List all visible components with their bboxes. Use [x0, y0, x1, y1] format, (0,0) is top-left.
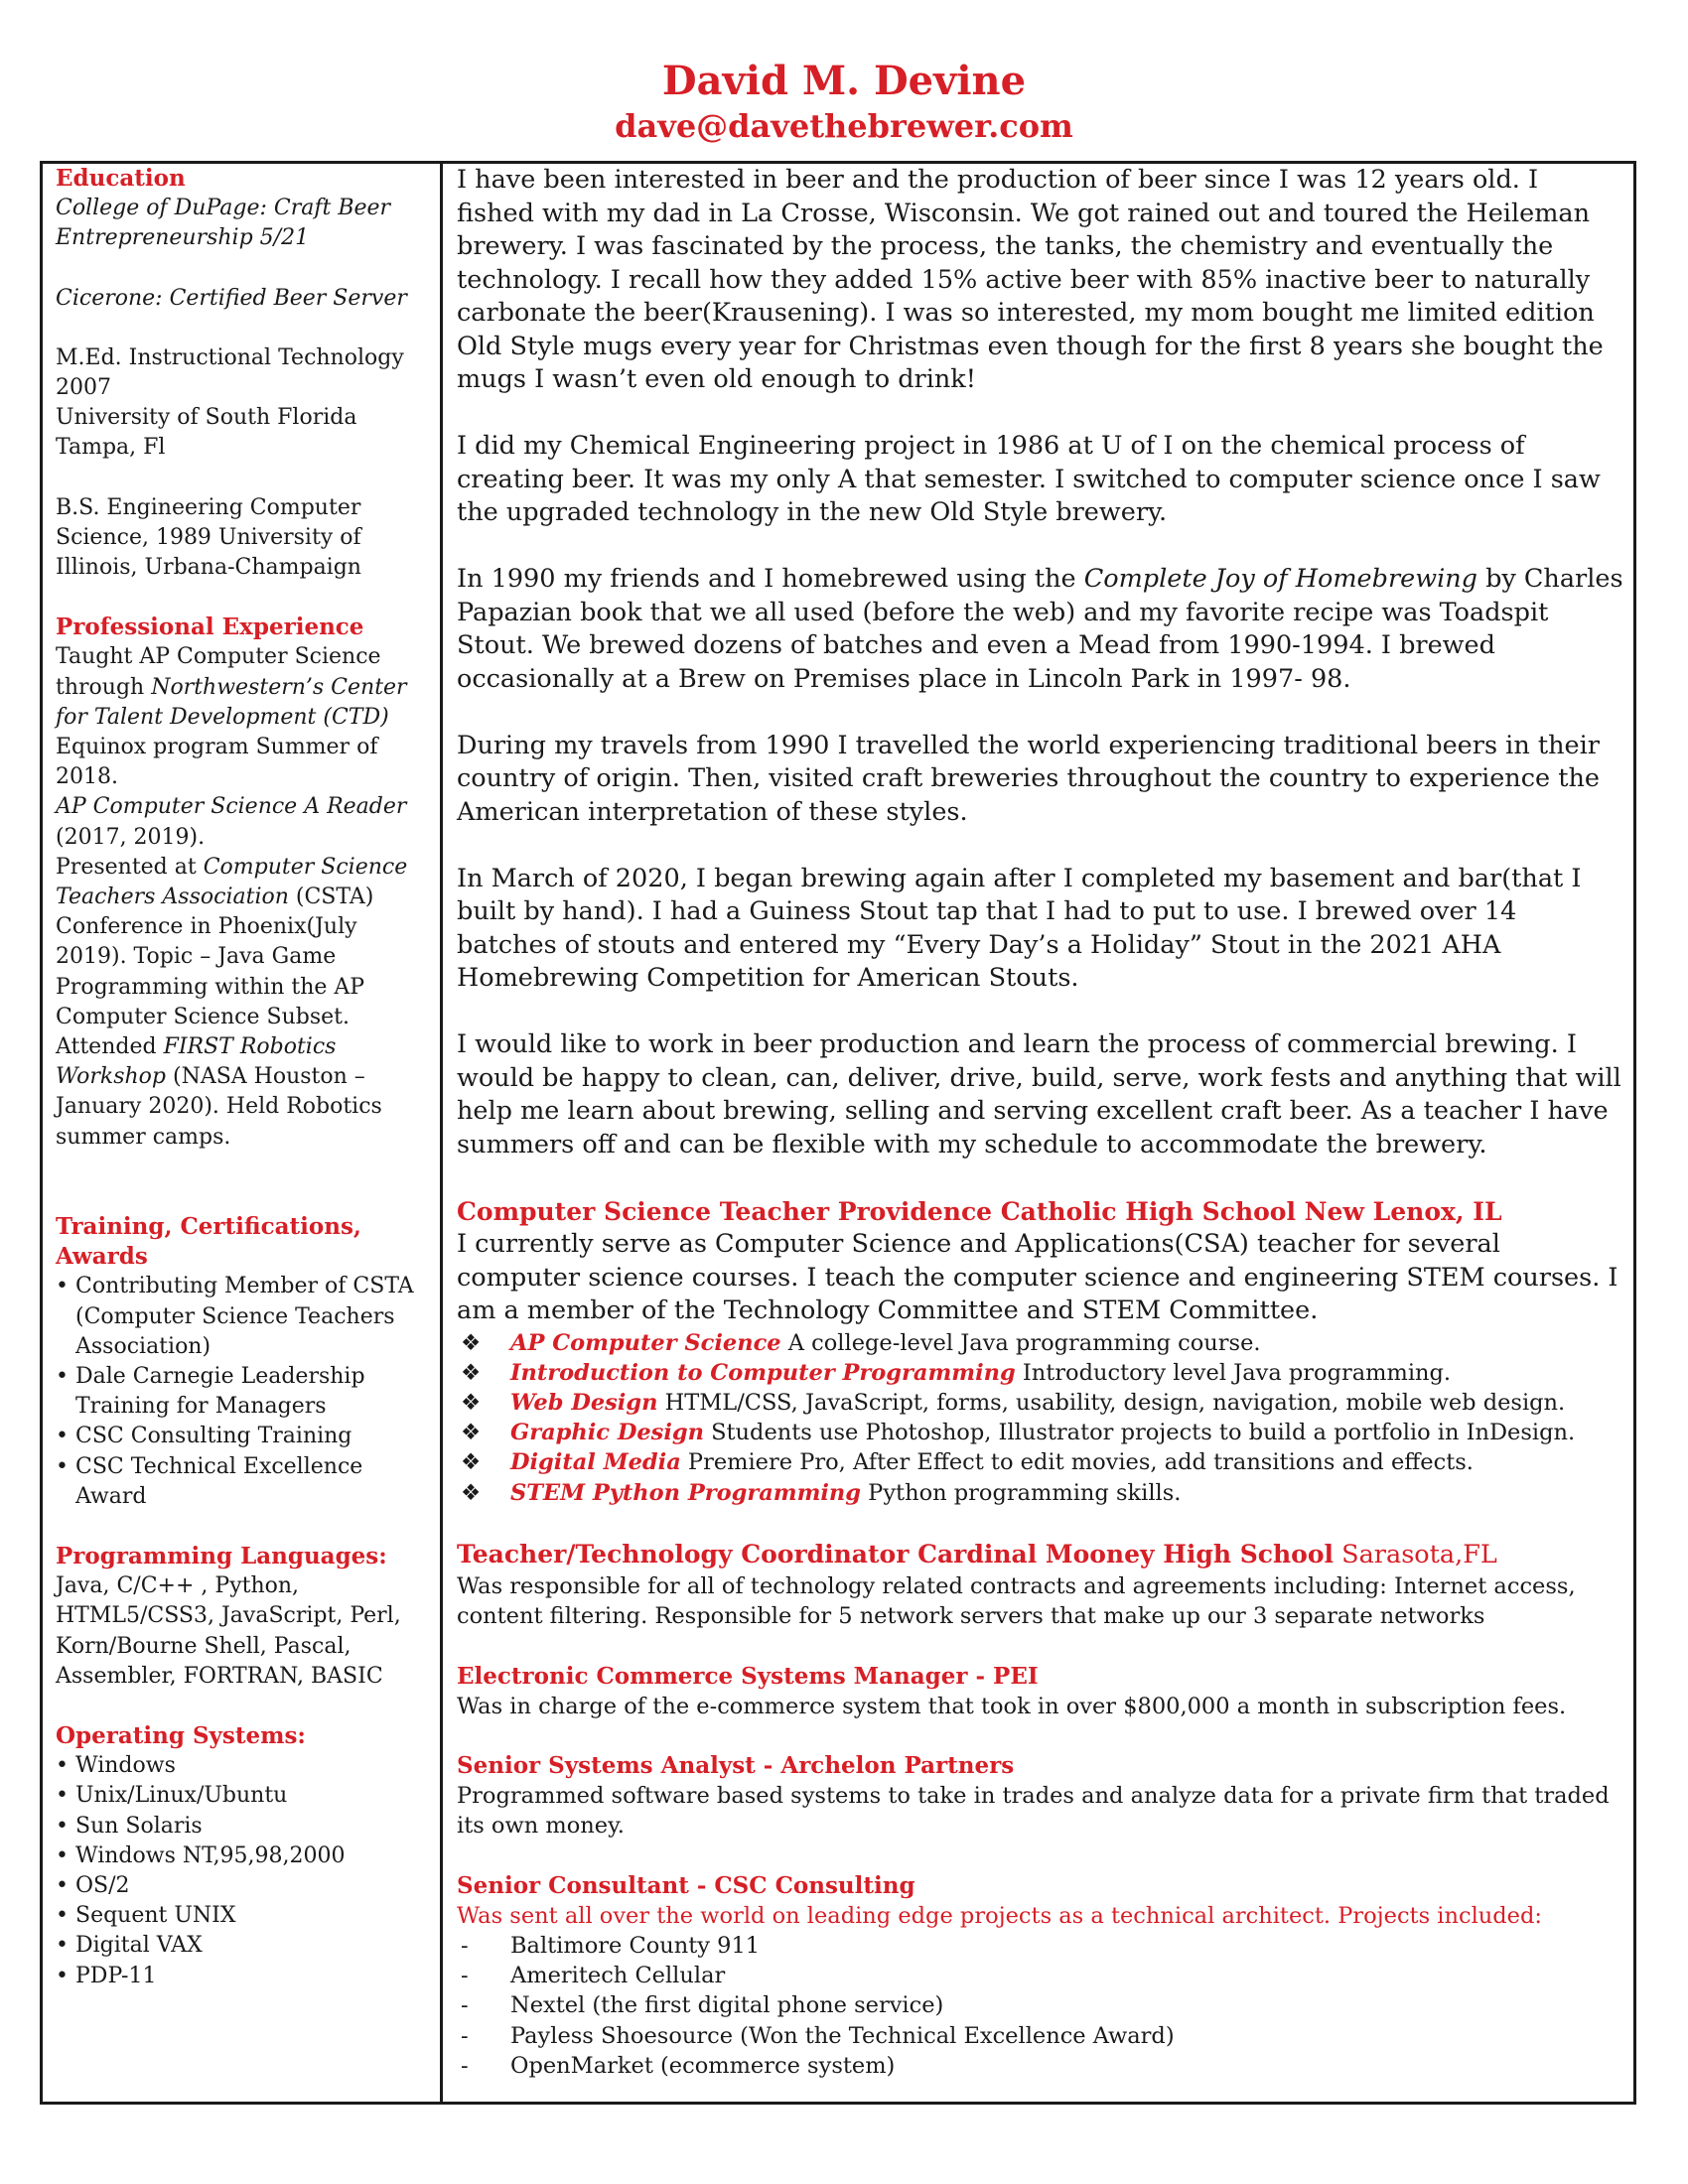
exp-line-5: 2018.	[56, 764, 118, 790]
exp-line-12: Programming within the AP	[56, 974, 365, 1000]
job4-title: Senior Systems Analyst - Archelon Partners	[457, 1752, 1015, 1780]
project-name: Baltimore County 911	[510, 1933, 761, 1960]
exp-line-1: Taught AP Computer Science	[56, 644, 381, 670]
homebrew-text-c: by Charles Papazian book that we all used (before the web) and my favorite recipe was Toadspit Stout. We brewed dozens of batches and even a Mead from 1990-1994. I brewed occasionally at a Brew on Premises place in Lincoln Park in 1997- 98.	[457, 564, 1623, 694]
course-desc: HTML/CSS, JavaScript, forms, usability, design, navigation, mobile web design.	[657, 1389, 1566, 1416]
course-item	[457, 1328, 1623, 1358]
diamond-bullet-icon: ❖	[461, 1329, 482, 1356]
lang-line-2: HTML5/CSS3, JavaScript, Perl,	[56, 1603, 401, 1629]
job1-description: I currently serve as Computer Science and Applications(CSA) teacher for several computer science courses. I teach the computer science and engineering STEM courses. I am a member of the Technology Committee and STEM Committee.	[457, 1229, 1618, 1325]
exp-line-8b: Computer Science	[203, 854, 408, 880]
exp-line-9a: Teachers Association	[56, 885, 289, 910]
project-item	[457, 1990, 1623, 2020]
exp-line-9	[56, 883, 428, 912]
exp-line-9b: (CSTA)	[288, 885, 374, 910]
job1-title: Computer Science Teacher Providence Catholic High School New Lenox, IL	[457, 1196, 1502, 1226]
training-item: • CSC Consulting Training	[56, 1422, 428, 1451]
exp-line-8a: Presented at	[56, 854, 204, 880]
exp-line-8	[56, 853, 428, 883]
project-name: Nextel (the first digital phone service)	[510, 1992, 944, 2019]
exp-line-2	[56, 673, 428, 703]
os-item: • Unix/Linux/Ubuntu	[56, 1781, 428, 1811]
exp-line-15b: (NASA Houston –	[166, 1064, 365, 1090]
homebrew-paragraph	[457, 563, 1623, 696]
edu-med-line-2: 2007	[56, 375, 111, 401]
training-heading-1: Training, Certifications,	[56, 1212, 361, 1240]
exp-line-14a: Attended	[56, 1034, 164, 1060]
exp-line-2a: through	[56, 674, 152, 700]
edu-cicerone: Cicerone: Certified Beer Server	[56, 285, 407, 311]
training-heading-2: Awards	[56, 1243, 148, 1271]
diamond-bullet-icon: ❖	[461, 1479, 482, 1506]
edu-med-line-1: M.Ed. Instructional Technology	[56, 344, 404, 370]
course-item	[457, 1388, 1623, 1418]
project-name: Ameritech Cellular	[510, 1963, 726, 1989]
job5-title: Senior Consultant - CSC Consulting	[457, 1871, 915, 1899]
exp-line-15a: Workshop	[56, 1064, 166, 1090]
course-item	[457, 1447, 1623, 1477]
project-item	[457, 1931, 1623, 1961]
job3-title: Electronic Commerce Systems Manager - PEI	[457, 1662, 1039, 1690]
homebrew-text-a: In 1990 my friends and I homebrewed using the	[457, 564, 1084, 594]
course-desc: Introductory level Java programming.	[1015, 1359, 1452, 1386]
exp-line-7: (2017, 2019).	[56, 824, 206, 850]
course-name: Web Design	[510, 1389, 658, 1416]
exp-line-6: AP Computer Science A Reader	[56, 794, 407, 820]
os-item: • Windows NT,95,98,2000	[56, 1842, 428, 1871]
edu-bs-line-1: B.S. Engineering Computer	[56, 494, 361, 520]
course-list	[457, 1328, 1623, 1508]
edu-bs-line-2: Science, 1989 University of	[56, 524, 361, 550]
course-item	[457, 1478, 1623, 1508]
training-item: • CSC Technical Excellence Award	[56, 1452, 428, 1512]
goal-paragraph: I would like to work in beer production and learn the process of commercial brewing. I would be happy to clean, can, deliver, drive, build, serve, work fests and anything that will help me learn about brewing, selling and serving excellent craft beer. As a teacher I have summers off and can be flexible with my schedule to accommodate the brewery.	[457, 1029, 1621, 1160]
job4-description: Programmed software based systems to take in trades and analyze data for a private firm that traded its own money.	[457, 1783, 1610, 1840]
os-item: • Sequent UNIX	[56, 1901, 428, 1931]
course-desc: Python programming skills.	[861, 1479, 1182, 1506]
exp-line-3: for Talent Development (CTD)	[56, 704, 389, 730]
languages-heading: Programming Languages:	[56, 1542, 387, 1570]
course-item	[457, 1358, 1623, 1388]
diamond-bullet-icon: ❖	[461, 1389, 482, 1416]
exp-line-4: Equinox program Summer of	[56, 735, 378, 760]
course-desc: Students use Photoshop, Illustrator projects to build a portfolio in InDesign.	[703, 1420, 1576, 1446]
exp-line-15	[56, 1062, 428, 1092]
edu-cod-line-1: College of DuPage: Craft Beer	[56, 196, 391, 221]
os-heading: Operating Systems:	[56, 1721, 306, 1749]
job2-title: Teacher/Technology Coordinator Cardinal Mooney High School	[457, 1539, 1335, 1569]
diamond-bullet-icon: ❖	[461, 1420, 482, 1446]
project-item	[457, 2051, 1623, 2081]
lang-line-1: Java, C/C++ , Python,	[56, 1573, 300, 1599]
course-name: Introduction to Computer Programming	[510, 1359, 1016, 1386]
applicant-email[interactable]: dave@davethebrewer.com	[615, 107, 1073, 145]
os-item: • OS/2	[56, 1871, 428, 1901]
edu-bs-line-3: Illinois, Urbana-Champaign	[56, 555, 361, 581]
edu-med-line-3: University of South Florida	[56, 405, 357, 431]
exp-line-13: Computer Science Subset.	[56, 1004, 350, 1029]
resume-header	[0, 58, 1688, 147]
project-item	[457, 1961, 1623, 1990]
exp-line-14b: FIRST Robotics	[163, 1034, 337, 1060]
job2-description: Was responsible for all of technology related contracts and agreements including: Internet access, content filtering. Responsible for 5 network servers that make up our 3 separate networks	[457, 1573, 1576, 1630]
exp-line-2b: Northwestern’s Center	[151, 674, 407, 700]
job3-description: Was in charge of the e-commerce system that took in over $800,000 a month in subscription fees.	[457, 1693, 1567, 1719]
edu-cod-line-2: Entrepreneurship 5/21	[56, 225, 310, 251]
applicant-name: David M. Devine	[661, 58, 1027, 104]
os-item: • Digital VAX	[56, 1931, 428, 1961]
lang-line-4: Assembler, FORTRAN, BASIC	[56, 1663, 383, 1689]
job2-location: Sarasota,FL	[1334, 1539, 1497, 1570]
lang-line-3: Korn/Bourne Shell, Pascal,	[56, 1633, 352, 1659]
engineering-paragraph: I did my Chemical Engineering project in 1986 at U of I on the chemical process of creating beer. It was my only A that semester. I switched to computer science once I saw the upgraded technology in the new Old Style brewery.	[457, 431, 1601, 527]
resume-frame	[40, 161, 1636, 2105]
course-name: AP Computer Science	[510, 1329, 781, 1356]
edu-med-line-4: Tampa, Fl	[56, 435, 166, 461]
os-item: • PDP-11	[56, 1962, 428, 1991]
training-item: • Dale Carnegie Leadership Training for Managers	[56, 1362, 428, 1422]
exp-line-11: 2019). Topic – Java Game	[56, 944, 337, 970]
course-desc: Premiere Pro, After Effect to edit movies, add transitions and effects.	[680, 1449, 1474, 1476]
education-heading: Education	[56, 165, 186, 192]
sidebar	[56, 164, 428, 1991]
job2-heading	[457, 1538, 1623, 1572]
diamond-bullet-icon: ❖	[461, 1359, 482, 1386]
exp-line-17: summer camps.	[56, 1124, 231, 1150]
diamond-bullet-icon: ❖	[461, 1449, 482, 1476]
os-item: • Sun Solaris	[56, 1812, 428, 1842]
project-list	[457, 1931, 1623, 2081]
brewing-2020-paragraph: In March of 2020, I began brewing again after I completed my basement and bar(that I built by hand). I had a Guiness Stout tap that I had to put to use. I brewed over 14 batches of stouts and entered my “Every Day’s a Holiday” Stout in the 2021 AHA Homebrewing Competition for American Stouts.	[457, 863, 1582, 993]
main-column	[457, 164, 1623, 2081]
project-name: OpenMarket (ecommerce system)	[510, 2052, 896, 2079]
training-list	[56, 1272, 428, 1512]
experience-heading: Professional Experience	[56, 614, 364, 641]
dash-bullet: -	[461, 1933, 469, 1960]
training-item: • Contributing Member of CSTA (Computer Science Teachers Association)	[56, 1272, 428, 1362]
course-name: Digital Media	[510, 1449, 681, 1476]
exp-line-10: Conference in Phoenix(July	[56, 914, 357, 940]
exp-line-14	[56, 1032, 428, 1062]
intro-paragraph: I have been interested in beer and the production of beer since I was 12 years old. I fished with my dad in La Crosse, Wisconsin. We got rained out and toured the Heileman brewery. I was fascinated by the process, the tanks, the chemistry and eventually the technology. I recall how they added 15% active beer with 85% inactive beer to naturally carbonate the beer(Krausening). I was so interested, my mom bought me limited edition Old Style mugs every year for Christmas even though for the first 8 years she bought the mugs I wasn’t even old enough to drink!	[457, 165, 1604, 394]
dash-bullet: -	[461, 1992, 469, 2019]
column-divider	[440, 164, 443, 2102]
exp-line-16: January 2020). Held Robotics	[56, 1094, 382, 1120]
course-name: STEM Python Programming	[510, 1479, 862, 1506]
dash-bullet: -	[461, 2022, 469, 2049]
dash-bullet: -	[461, 1963, 469, 1989]
project-name: Payless Shoesource (Won the Technical Excellence Award)	[510, 2022, 1175, 2049]
course-desc: A college-level Java programming course.	[780, 1329, 1261, 1356]
book-title: Complete Joy of Homebrewing	[1083, 564, 1477, 594]
course-item	[457, 1418, 1623, 1447]
course-name: Graphic Design	[510, 1420, 704, 1446]
job5-description: Was sent all over the world on leading edge projects as a technical architect. Projects included:	[457, 1902, 1542, 1929]
os-item: • Windows	[56, 1751, 428, 1781]
project-item	[457, 2021, 1623, 2051]
os-list	[56, 1751, 428, 1991]
travel-paragraph: During my travels from 1990 I travelled the world experiencing traditional beers in their country of origin. Then, visited craft breweries throughout the country to experience the American interpretation of these styles.	[457, 730, 1600, 827]
dash-bullet: -	[461, 2052, 469, 2079]
